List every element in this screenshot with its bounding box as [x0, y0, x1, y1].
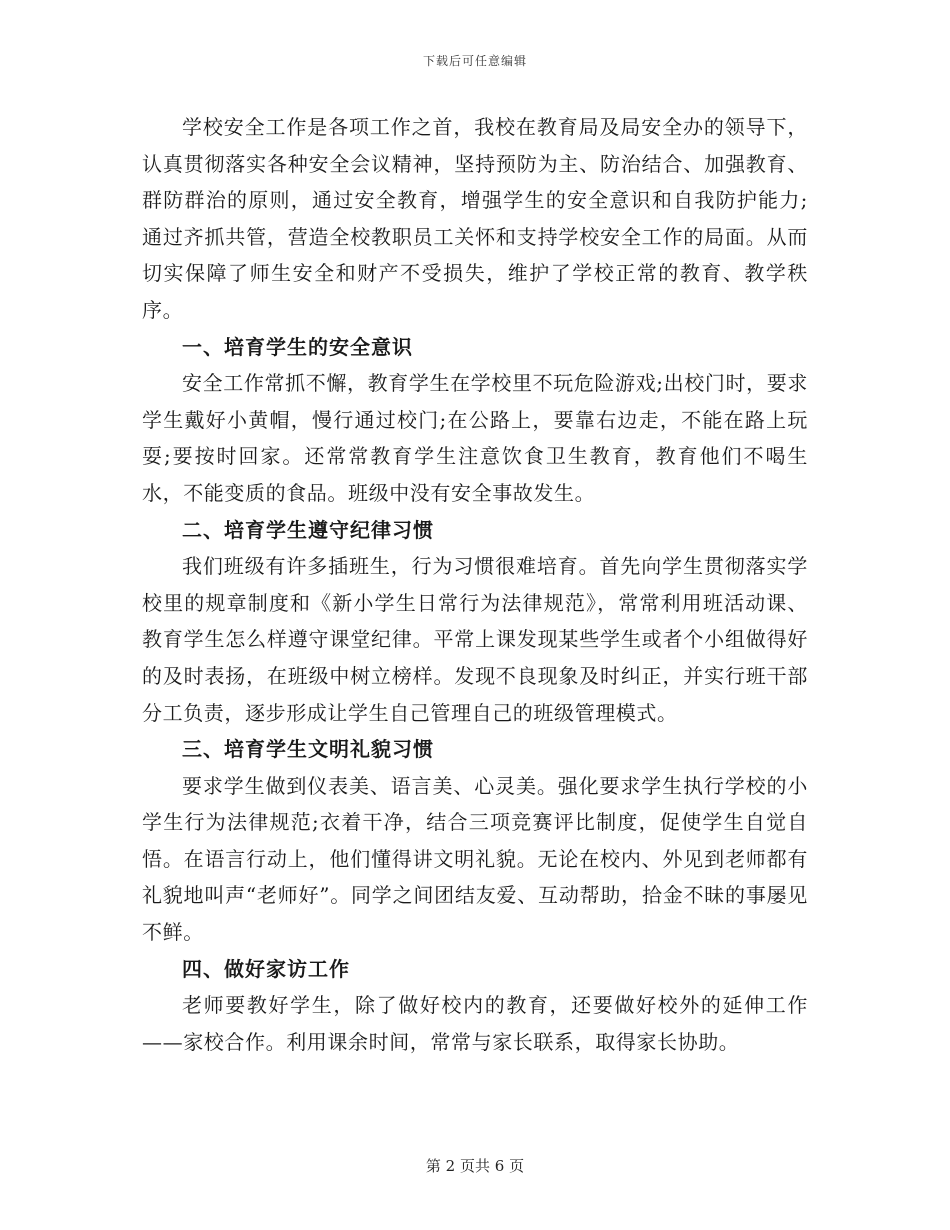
document-body: [142, 109, 808, 1060]
intro-paragraph: 学校安全工作是各项工作之首，我校在教育局及局安全办的领导下，认真贯彻落实各种安全会议精神，坚持预防为主、防治结合、加强教育、群防群治的原则，通过安全教育，增强学生的安全意识和自我防护能力;通过齐抓共管，营造全校教职员工关怀和支持学校安全工作的局面。从而切实保障了师生安全和财产不受损失，维护了学校正常的教育、教学秩序。: [142, 115, 808, 322]
section-paragraph-1: 安全工作常抓不懈，教育学生在学校里不玩危险游戏;出校门时，要求学生戴好小黄帽，慢行通过校门;在公路上，要靠右边走，不能在路上玩耍;要按时回家。还常常教育学生注意饮食卫生教育，教育他们不喝生水，不能变质的食品。班级中没有安全事故发生。: [142, 371, 808, 505]
section-paragraph-4: 老师要教好学生，除了做好校内的教育，还要做好校外的延伸工作——家校合作。利用课余时间，常常与家长联系，取得家长协助。: [142, 993, 808, 1054]
page-header: 下载后可任意编辑: [422, 54, 527, 68]
section-heading-4: 四、做好家访工作: [182, 956, 350, 981]
section-heading-1: 一、培育学生的安全意识: [182, 334, 413, 359]
section-paragraph-3: 要求学生做到仪表美、语言美、心灵美。强化要求学生执行学校的小学生行为法律规范;衣着干净，结合三项竞赛评比制度，促使学生自觉自悟。在语言行动上，他们懂得讲文明礼貌。无论在校内、外见到老师都有礼貌地叫声“老师好”。同学之间团结友爱、互动帮助，拾金不昧的事屡见不鲜。: [142, 773, 808, 945]
page-number: 第 2 页共 6 页: [425, 1157, 525, 1175]
section-heading-3: 三、培育学生文明礼貌习惯: [182, 737, 434, 762]
section-paragraph-2: 我们班级有许多插班生，行为习惯很难培育。首先向学生贯彻落实学校里的规章制度和《新小学生日常行为法律规范》，常常利用班活动课、教育学生怎么样遵守课堂纪律。平常上课发现某些学生或者个小组做得好的及时表扬，在班级中树立榜样。发现不良现象及时纠正，并实行班干部分工负责，逐步形成让学生自己管理自己的班级管理模式。: [142, 554, 808, 725]
section-heading-2: 二、培育学生遵守纪律习惯: [182, 517, 434, 542]
